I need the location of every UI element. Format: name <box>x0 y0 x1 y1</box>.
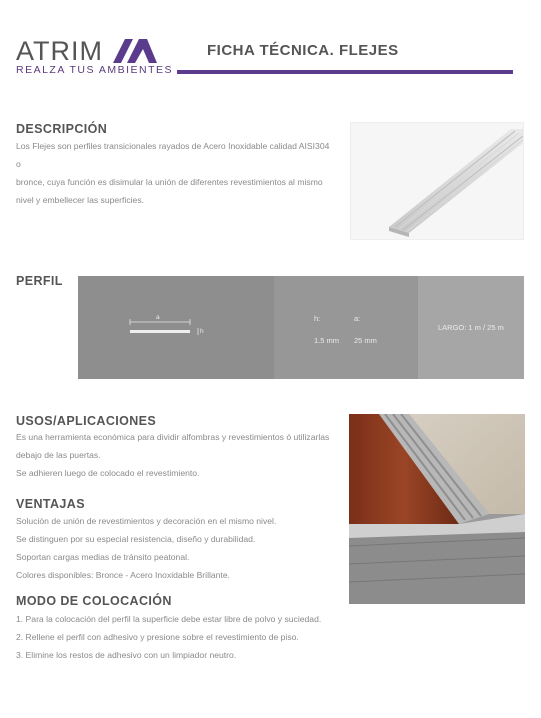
h-value: 1.5 mm <box>314 336 340 345</box>
ventajas-heading: VENTAJAS <box>16 497 85 511</box>
dimensions-panel <box>274 276 418 379</box>
descripcion-heading: DESCRIPCIÓN <box>16 122 108 136</box>
usos-text <box>16 428 346 482</box>
dimension-a-label: a <box>156 314 160 321</box>
ventajas-line: Solución de unión de revestimientos y decoración en el mismo nivel. <box>16 516 277 526</box>
usos-line: Es una herramienta económica para dividir alfombras y revestimientos ó utilizarlas <box>16 432 330 442</box>
colocacion-steps <box>16 610 376 664</box>
perfil-heading: PERFIL <box>16 274 63 288</box>
h-label: h: <box>314 314 321 323</box>
usos-line: debajo de las puertas. <box>16 450 101 460</box>
colocacion-step: 3. Elimine los restos de adhesivo con un limpiador neutro. <box>16 650 237 660</box>
descripcion-line: nivel y embellecer las superficies. <box>16 195 145 205</box>
length-panel <box>418 276 524 379</box>
usos-line: Se adhieren luego de colocado el revestimiento. <box>16 468 200 478</box>
steel-strip-profile-image <box>350 122 524 240</box>
colocacion-heading: MODO DE COLOCACIÓN <box>16 594 172 608</box>
colocacion-step: 1. Para la colocación del perfil la superficie debe estar libre de polvo y suciedad. <box>16 614 322 624</box>
perfil-spec-band <box>78 276 524 379</box>
ventajas-text <box>16 512 346 584</box>
usos-heading: USOS/APLICACIONES <box>16 414 157 428</box>
profile-diagram-panel <box>78 276 274 379</box>
floor-transition-photo <box>349 414 525 604</box>
largo-value: LARGO: 1 m / 25 m <box>438 323 504 332</box>
profile-cross-section-icon <box>128 318 218 340</box>
ventajas-line: Se distinguen por su especial resistencia, diseño y durabilidad. <box>16 534 256 544</box>
brand-tagline: REALZA TUS AMBIENTES <box>16 64 174 76</box>
ventajas-line: Colores disponibles: Bronce - Acero Inoxidable Brillante. <box>16 570 231 580</box>
brand-logo-icon <box>113 39 157 63</box>
ventajas-line: Soportan cargas medias de tránsito peatonal. <box>16 552 190 562</box>
descripcion-line: bronce, cuya función es disimular la unión de diferentes revestimientos al mismo <box>16 177 323 187</box>
brand-logo-text: ATRIM <box>16 36 103 66</box>
a-value: 25 mm <box>354 336 377 345</box>
title-divider <box>177 70 513 74</box>
document-title: FICHA TÉCNICA. FLEJES <box>207 42 399 59</box>
dimension-h-label: h <box>200 328 204 335</box>
a-label: a: <box>354 314 361 323</box>
descripcion-line: Los Flejes son perfiles transicionales rayados de Acero Inoxidable calidad AISI304 o <box>16 141 330 169</box>
colocacion-step: 2. Rellene el perfil con adhesivo y presione sobre el revestimiento de piso. <box>16 632 299 642</box>
descripcion-text <box>16 137 336 209</box>
